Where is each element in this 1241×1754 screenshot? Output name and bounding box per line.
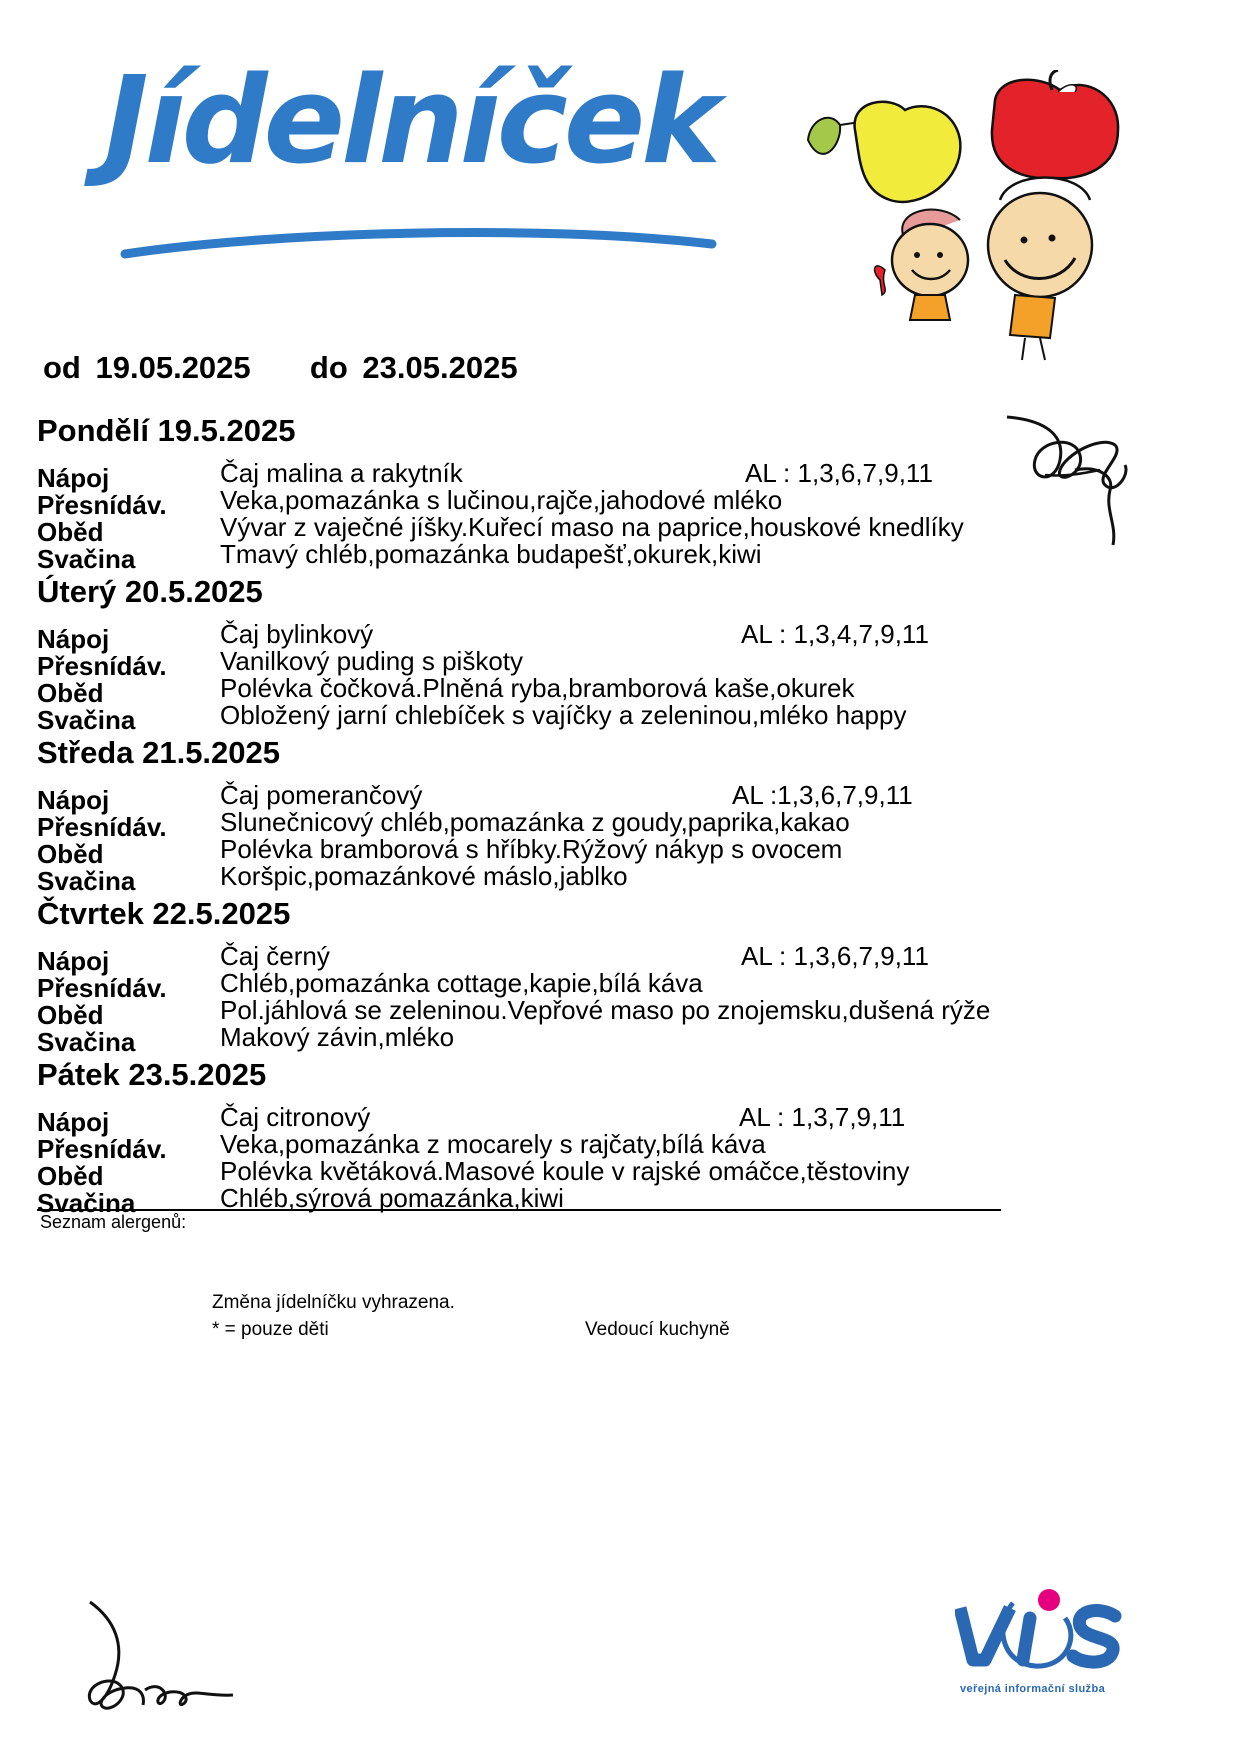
meal-label: Nápoj [37, 946, 110, 976]
day-title: Pátek 23.5.2025 [37, 1057, 267, 1092]
date-range [43, 350, 524, 386]
children-note: * = pouze děti [212, 1319, 329, 1340]
meal-label: Přesnídáv. [37, 973, 167, 1003]
meal-label: Oběd [37, 1000, 104, 1030]
meal-row-snack-afternoon [37, 700, 1187, 735]
meal-value: Veka,pomazánka s lučinou,rajče,jahodové mléko [220, 485, 783, 515]
meal-value: Čaj černý [220, 941, 330, 971]
meal-value: Chléb,sýrová pomazánka,kiwi [220, 1183, 564, 1213]
allergen-codes: AL : 1,3,4,7,9,11 [741, 619, 929, 649]
meal-label: Přesnídáv. [37, 651, 167, 681]
kids-with-fruit-illustration [800, 70, 1140, 390]
meal-value: Čaj citronový [220, 1102, 371, 1132]
day-block-tuesday [37, 573, 1187, 735]
vis-logo-mark [955, 1578, 1130, 1678]
meal-value: Makový závin,mléko [220, 1022, 455, 1052]
meal-label: Nápoj [37, 1107, 110, 1137]
meal-value: Polévka květáková.Masové koule v rajské omáčce,těstoviny [220, 1156, 910, 1186]
meal-value: Chléb,pomazánka cottage,kapie,bílá káva [220, 968, 703, 998]
meal-value: Vanilkový puding s piškoty [220, 646, 524, 676]
allergen-codes: AL : 1,3,6,7,9,11 [745, 458, 933, 488]
meal-label: Oběd [37, 517, 104, 547]
signature-top [1005, 415, 1135, 550]
date-from: 19.05.2025 [95, 350, 251, 385]
day-title: Úterý 20.5.2025 [37, 574, 263, 609]
meal-label: Přesnídáv. [37, 1134, 167, 1164]
meal-row-snack-afternoon [37, 1022, 1187, 1057]
meal-value: Slunečnicový chléb,pomazánka z goudy,paprika,kakao [220, 807, 850, 837]
meal-value: Tmavý chléb,pomazánka budapešť,okurek,kiwi [220, 539, 762, 569]
vis-logo-subtitle: veřejná informační služba [960, 1683, 1106, 1695]
day-title: Pondělí 19.5.2025 [37, 413, 296, 448]
meal-value: Polévka bramborová s hříbky.Rýžový nákyp s ovocem [220, 834, 843, 864]
meal-value: Čaj malina a rakytník [220, 458, 463, 488]
meal-label: Oběd [37, 1161, 104, 1191]
meal-label: Oběd [37, 678, 104, 708]
change-note: Změna jídelníčku vyhrazena. [212, 1292, 455, 1313]
meal-label: Svačina [37, 1027, 136, 1057]
meal-row-lunch [37, 995, 1187, 1030]
vis-logo [955, 1578, 1130, 1708]
meal-label: Svačina [37, 705, 136, 735]
meal-value: Čaj bylinkový [220, 619, 374, 649]
meal-label: Nápoj [37, 785, 110, 815]
day-title: Čtvrtek 22.5.2025 [37, 896, 291, 931]
day-block-wednesday [37, 734, 1187, 896]
allergen-codes: AL : 1,3,6,7,9,11 [741, 941, 929, 971]
day-block-friday [37, 1056, 1187, 1218]
meal-label: Svačina [37, 544, 136, 574]
meal-label: Nápoj [37, 624, 110, 654]
allergen-codes: AL : 1,3,7,9,11 [739, 1102, 906, 1132]
meal-value: Polévka čočková.Plněná ryba,bramborová kaše,okurek [220, 673, 855, 703]
meal-label: Svačina [37, 866, 136, 896]
date-from-label: od [43, 350, 81, 385]
title-underline-swoosh [120, 222, 720, 272]
meal-row-snack-afternoon [37, 861, 1187, 896]
meal-value: Koršpic,pomazánkové máslo,jablko [220, 861, 628, 891]
allergen-list-label: Seznam alergenů: [40, 1212, 187, 1232]
date-to: 23.05.2025 [362, 350, 518, 385]
allergen-codes: AL :1,3,6,7,9,11 [732, 780, 913, 810]
meal-value: Obložený jarní chlebíček s vajíčky a zeleninou,mléko happy [220, 700, 907, 730]
meal-label: Přesnídáv. [37, 490, 167, 520]
meal-row-lunch [37, 1156, 1187, 1191]
meal-label: Oběd [37, 839, 104, 869]
meal-value: Čaj pomerančový [220, 780, 423, 810]
page-title: Jídelníček [104, 52, 718, 191]
meal-label: Přesnídáv. [37, 812, 167, 842]
day-block-thursday [37, 895, 1187, 1057]
meal-label: Nápoj [37, 463, 110, 493]
meal-value: Veka,pomazánka z mocarely s rajčaty,bílá káva [220, 1129, 766, 1159]
date-to-label: do [309, 350, 348, 385]
day-title: Středa 21.5.2025 [37, 735, 281, 770]
meal-row-drink [37, 619, 1187, 654]
meal-value: Vývar z vaječné jíšky.Kuřecí maso na paprice,houskové knedlíky [220, 512, 964, 542]
meal-label: Svačina [37, 1188, 136, 1218]
divider-line [37, 1209, 1001, 1211]
head-cook-label: Vedoucí kuchyně [585, 1319, 730, 1340]
meal-value: Pol.jáhlová se zeleninou.Vepřové maso po znojemsku,dušená rýže [220, 995, 991, 1025]
signature-bottom [85, 1600, 235, 1720]
